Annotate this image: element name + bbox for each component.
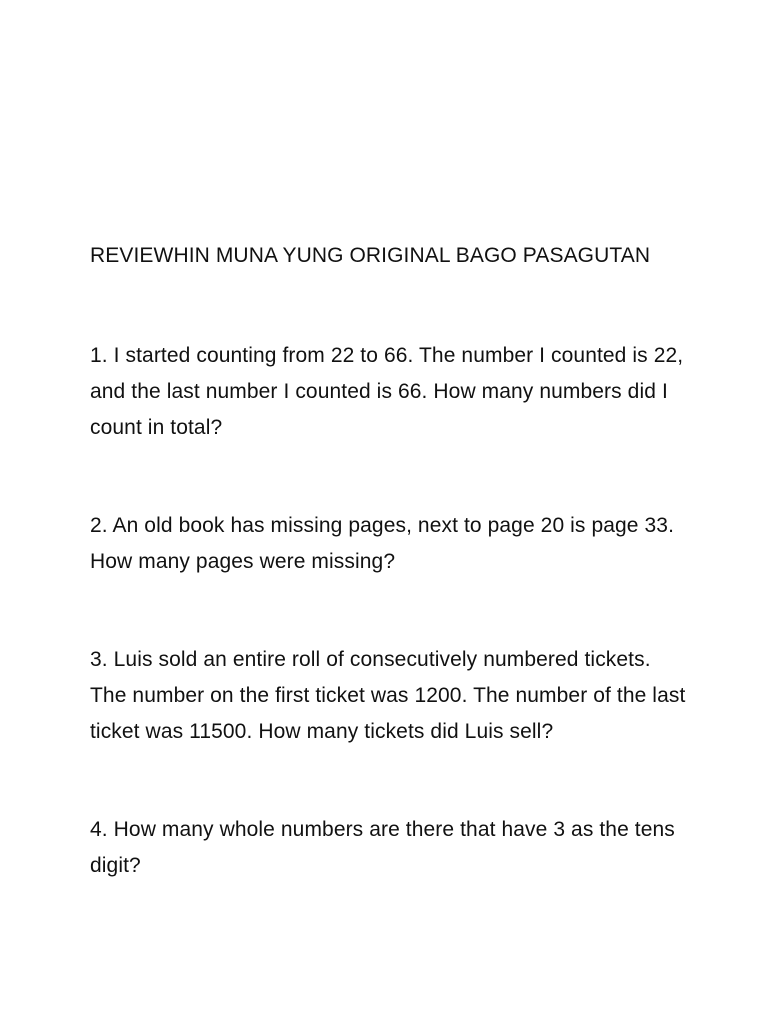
- question-1: 1. I started counting from 22 to 66. The number I counted is 22, and the last number I counted is 66. How many numbers did I count in total?: [90, 344, 684, 439]
- question-2: 2. An old book has missing pages, next to page 20 is page 33. How many pages were missing?: [90, 514, 674, 573]
- question-4: 4. How many whole numbers are there that have 3 as the tens digit?: [90, 818, 675, 877]
- document-page: [90, 240, 690, 884]
- question-3: 3. Luis sold an entire roll of consecutively numbered tickets. The number on the first ticket was 1200. The number of the last ticket was 11500. How many tickets did Luis sell?: [90, 648, 686, 743]
- document-heading: REVIEWHIN MUNA YUNG ORIGINAL BAGO PASAGUTAN: [90, 244, 651, 267]
